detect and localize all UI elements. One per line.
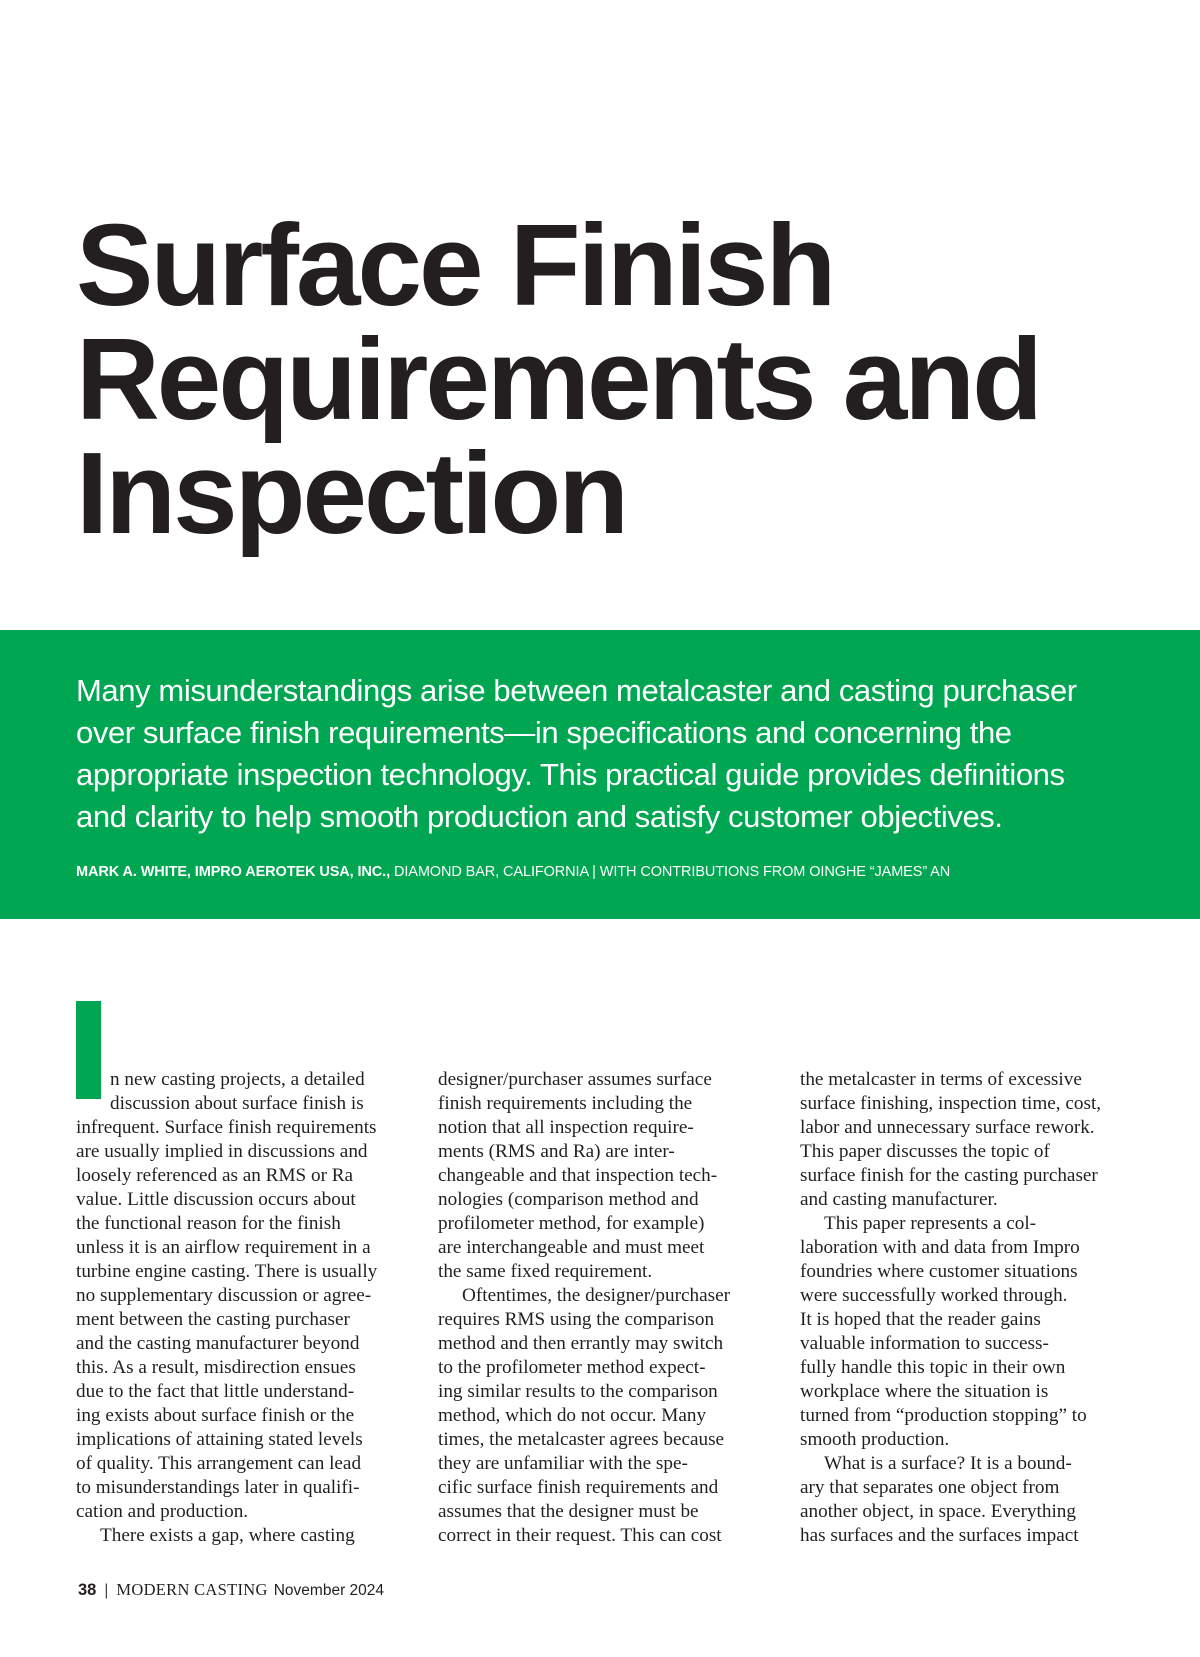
body-text-line: turned from “production stopping” to	[800, 1405, 1087, 1426]
title-line: Surface Finish	[76, 200, 834, 330]
article-deck	[76, 670, 1156, 838]
body-text-line: ments (RMS and Ra) are inter-	[438, 1141, 675, 1162]
body-column-3	[800, 1068, 1101, 1548]
body-text-line: valuable information to success-	[800, 1333, 1049, 1354]
body-text-line: due to the fact that little understand-	[76, 1381, 355, 1402]
body-text-line: are interchangeable and must meet	[438, 1237, 705, 1258]
body-text-line: implications of attaining stated levels	[76, 1429, 363, 1450]
body-text-line: labor and unnecessary surface rework.	[800, 1117, 1095, 1138]
body-text-line: profilometer method, for example)	[438, 1213, 705, 1234]
issue-date: November 2024	[273, 1582, 385, 1599]
body-text-line: changeable and that inspection tech-	[438, 1165, 718, 1186]
body-column-1	[76, 1068, 377, 1548]
body-text-line: unless it is an airflow requirement in a	[76, 1237, 371, 1258]
body-text-line: method, which do not occur. Many	[438, 1405, 707, 1426]
body-text-line: This paper discusses the topic of	[800, 1141, 1050, 1162]
body-text-line: fully handle this topic in their own	[800, 1357, 1066, 1378]
page-footer	[78, 1580, 384, 1600]
body-text-line: surface finishing, inspection time, cost,	[800, 1093, 1102, 1114]
deck-line: over surface finish requirements—in specifications and concerning the	[76, 715, 1012, 750]
body-text-line: finish requirements including the	[438, 1093, 693, 1114]
body-text-line: this. As a result, misdirection ensues	[76, 1357, 356, 1378]
body-text-line: assumes that the designer must be	[438, 1501, 699, 1522]
title-line: Inspection	[76, 428, 627, 558]
body-text-line: Oftentimes, the designer/purchaser	[462, 1285, 730, 1306]
deck-line: appropriate inspection technology. This practical guide provides definitions	[76, 757, 1065, 792]
body-text-line: nologies (comparison method and	[438, 1189, 699, 1210]
body-text-line: infrequent. Surface finish requirements	[76, 1117, 377, 1138]
body-text-line: This paper represents a col-	[824, 1213, 1037, 1234]
body-text-line: cation and production.	[76, 1501, 249, 1522]
body-text-line: the functional reason for the finish	[76, 1213, 341, 1234]
body-text-line: they are unfamiliar with the spe-	[438, 1453, 688, 1474]
body-text-line: designer/purchaser assumes surface	[438, 1069, 712, 1090]
body-column-2	[438, 1068, 730, 1548]
body-text-line: of quality. This arrangement can lead	[76, 1453, 362, 1474]
body-text-line: ing similar results to the comparison	[438, 1381, 718, 1402]
body-text-line: has surfaces and the surfaces impact	[800, 1525, 1079, 1546]
body-text-line: ing exists about surface finish or the	[76, 1405, 355, 1426]
body-text-line: notion that all inspection require-	[438, 1117, 694, 1138]
body-text-line: It is hoped that the reader gains	[800, 1309, 1041, 1330]
body-text-line: requires RMS using the comparison	[438, 1309, 715, 1330]
body-text-line: no supplementary discussion or agree-	[76, 1285, 372, 1306]
body-text-line: and the casting manufacturer beyond	[76, 1333, 360, 1354]
body-text-line: method and then errantly may switch	[438, 1333, 724, 1354]
body-text-line: ment between the casting purchaser	[76, 1309, 350, 1330]
body-text-line: and casting manufacturer.	[800, 1189, 998, 1210]
byline-author: MARK A. WHITE, IMPRO AEROTEK USA, INC.,	[76, 864, 391, 880]
body-text-line: to the profilometer method expect-	[438, 1357, 706, 1378]
body-text-line: n new casting projects, a detailed	[110, 1069, 365, 1090]
body-text-line: another object, in space. Everything	[800, 1501, 1076, 1522]
body-text-line: times, the metalcaster agrees because	[438, 1429, 725, 1450]
body-text-line: the same fixed requirement.	[438, 1261, 653, 1282]
body-text-line: What is a surface? It is a bound-	[824, 1453, 1072, 1474]
title-line: Requirements and	[76, 314, 1040, 444]
footer-separator: |	[104, 1582, 109, 1599]
body-text-line: cific surface finish requirements and	[438, 1477, 719, 1498]
body-text-line: There exists a gap, where casting	[100, 1525, 355, 1546]
deck-line: Many misunderstandings arise between metalcaster and casting purchaser	[76, 673, 1077, 708]
body-text-line: were successfully worked through.	[800, 1285, 1068, 1306]
body-text-line: workplace where the situation is	[800, 1381, 1049, 1402]
byline-rest: DIAMOND BAR, CALIFORNIA | WITH CONTRIBUTIONS FROM OINGHE “JAMES” AN	[390, 864, 951, 880]
body-text-line: correct in their request. This can cost	[438, 1525, 722, 1546]
body-text-line: smooth production.	[800, 1429, 950, 1450]
page-number: 38	[78, 1581, 97, 1599]
deck-banner	[0, 630, 1200, 919]
body-text-line: value. Little discussion occurs about	[76, 1189, 356, 1210]
body-text-line: turbine engine casting. There is usually	[76, 1261, 378, 1282]
deck-line: and clarity to help smooth production and satisfy customer objectives.	[76, 799, 1003, 834]
body-text-line: the metalcaster in terms of excessive	[800, 1069, 1082, 1090]
magazine-name: MODERN CASTING	[116, 1580, 268, 1599]
body-text-line: loosely referenced as an RMS or Ra	[76, 1165, 354, 1186]
body-text-line: foundries where customer situations	[800, 1261, 1078, 1282]
article-title	[76, 200, 1136, 558]
body-text-line: are usually implied in discussions and	[76, 1141, 368, 1162]
body-text-line: laboration with and data from Impro	[800, 1237, 1080, 1258]
byline	[76, 864, 1176, 880]
body-text-line: ary that separates one object from	[800, 1477, 1060, 1498]
body-text-line: discussion about surface finish is	[110, 1093, 364, 1114]
body-text-line: to misunderstandings later in qualifi-	[76, 1477, 360, 1498]
body-text-line: surface finish for the casting purchaser	[800, 1165, 1098, 1186]
